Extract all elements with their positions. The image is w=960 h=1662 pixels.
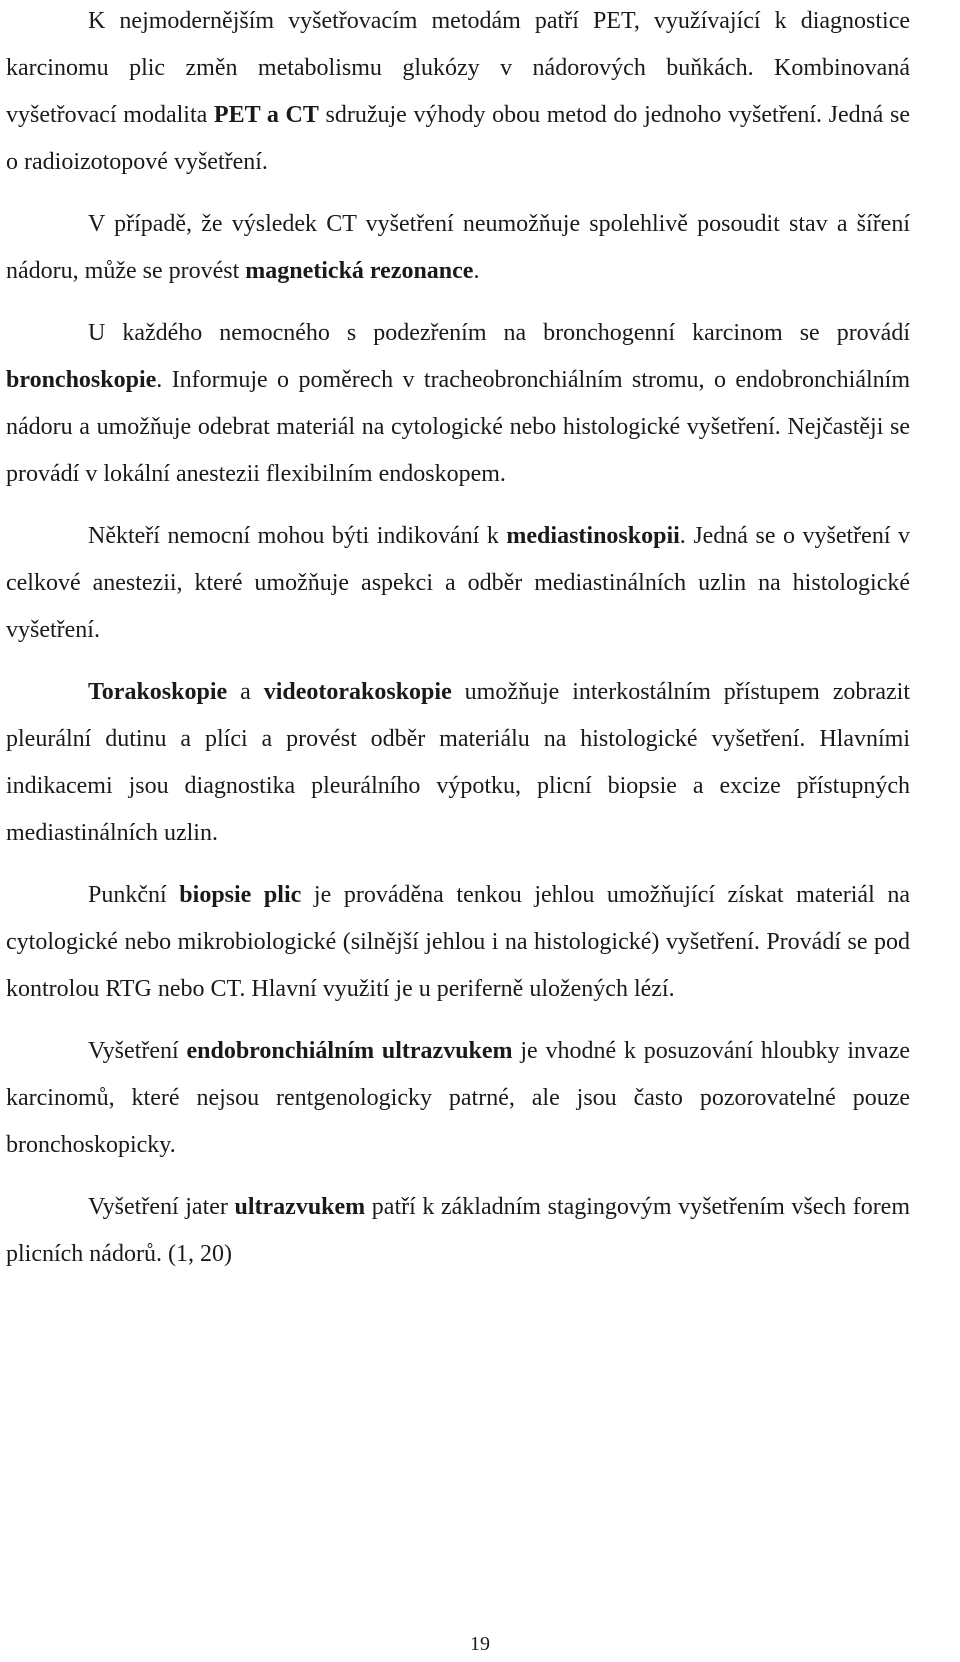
text-segment: je prováděna tenkou jehlou umožňující získat materiál na cytologické nebo mikrobiologické (silnější jehlou i na histologické) vyšetření. Provádí se pod kontrolou RTG nebo CT. Hlavní využití je u periferně uložených lézí. <box>6 882 911 1002</box>
page-number: 19 <box>470 1633 490 1655</box>
bold-term-bronchoscopy: bronchoskopie <box>6 367 157 393</box>
text-segment: V případě, že výsledek CT vyšetření neumožňuje spolehlivě posoudit stav a šíření nádoru, může se provést <box>6 211 910 284</box>
document-page <box>6 0 910 1293</box>
text-segment: a <box>227 679 264 705</box>
paragraph-biopsy <box>6 872 910 1013</box>
text-segment: Někteří nemocní mohou býti indikování k <box>88 523 507 549</box>
bold-term-mediastinoscopy: mediastinoskopii <box>506 523 680 549</box>
paragraph-thoracoscopy <box>6 669 910 857</box>
paragraph-ebus <box>6 1028 910 1169</box>
bold-term-thoracoscopy: Torakoskopie <box>88 679 228 705</box>
text-segment: . <box>473 258 480 284</box>
bold-term-lung-biopsy: biopsie plic <box>179 882 302 908</box>
text-segment: K nejmodernějším vyšetřovacím metodám patří PET, využívající k diagnostice karcinomu plic změn metabolismu glukózy v nádorových buňkách. Kombinovaná vyšetřovací modalita <box>6 8 910 128</box>
paragraph-liver-ultrasound <box>6 1184 910 1278</box>
paragraph-mediastinoscopy <box>6 513 910 654</box>
text-segment: . Informuje o poměrech v tracheobronchiálním stromu, o endobronchiálním nádoru a umožňuje odebrat materiál na cytologické nebo histologické vyšetření. Nejčastěji se provádí v lokální anestezii flexibilním endoskopem. <box>6 367 910 487</box>
text-segment: patří k základním stagingovým vyšetřením všech forem plicních nádorů. (1, 20) <box>6 1194 911 1267</box>
paragraph-mri <box>6 201 910 295</box>
text-segment: U každého nemocného s podezřením na bronchogenní karcinom se provádí <box>88 320 910 346</box>
text-segment: umožňuje interkostálním přístupem zobrazit pleurální dutinu a plíci a provést odběr materiálu na histologické vyšetření. Hlavními indikacemi jsou diagnostika pleurálního výpotku, plicní biopsie a excize přístupných mediastinálních uzlin. <box>6 679 911 846</box>
bold-term-pet-ct: PET a CT <box>213 102 319 128</box>
paragraph-bronchoscopy <box>6 310 910 498</box>
text-segment: . Jedná se o vyšetření v celkové anestezii, které umožňuje aspekci a odběr mediastinálních uzlin na histologické vyšetření. <box>6 523 911 643</box>
bold-term-endobronchial-ultrasound: endobronchiálním ultrazvukem <box>186 1038 513 1064</box>
bold-term-videothoracoscopy: videotorakoskopie <box>263 679 452 705</box>
text-segment: Punkční <box>88 882 180 908</box>
text-segment: Vyšetření jater <box>88 1194 235 1220</box>
text-segment: je vhodné k posuzování hloubky invaze karcinomů, které nejsou rentgenologicky patrné, ale jsou často pozorovatelné pouze bronchoskopicky. <box>6 1038 910 1158</box>
text-segment: sdružuje výhody obou metod do jednoho vyšetření. Jedná se o radioizotopové vyšetření. <box>6 102 910 175</box>
bold-term-magnetic-resonance: magnetická rezonance <box>245 258 474 284</box>
text-segment: Vyšetření <box>88 1038 187 1064</box>
paragraph-pet <box>6 0 910 186</box>
bold-term-ultrasound: ultrazvukem <box>234 1194 366 1220</box>
